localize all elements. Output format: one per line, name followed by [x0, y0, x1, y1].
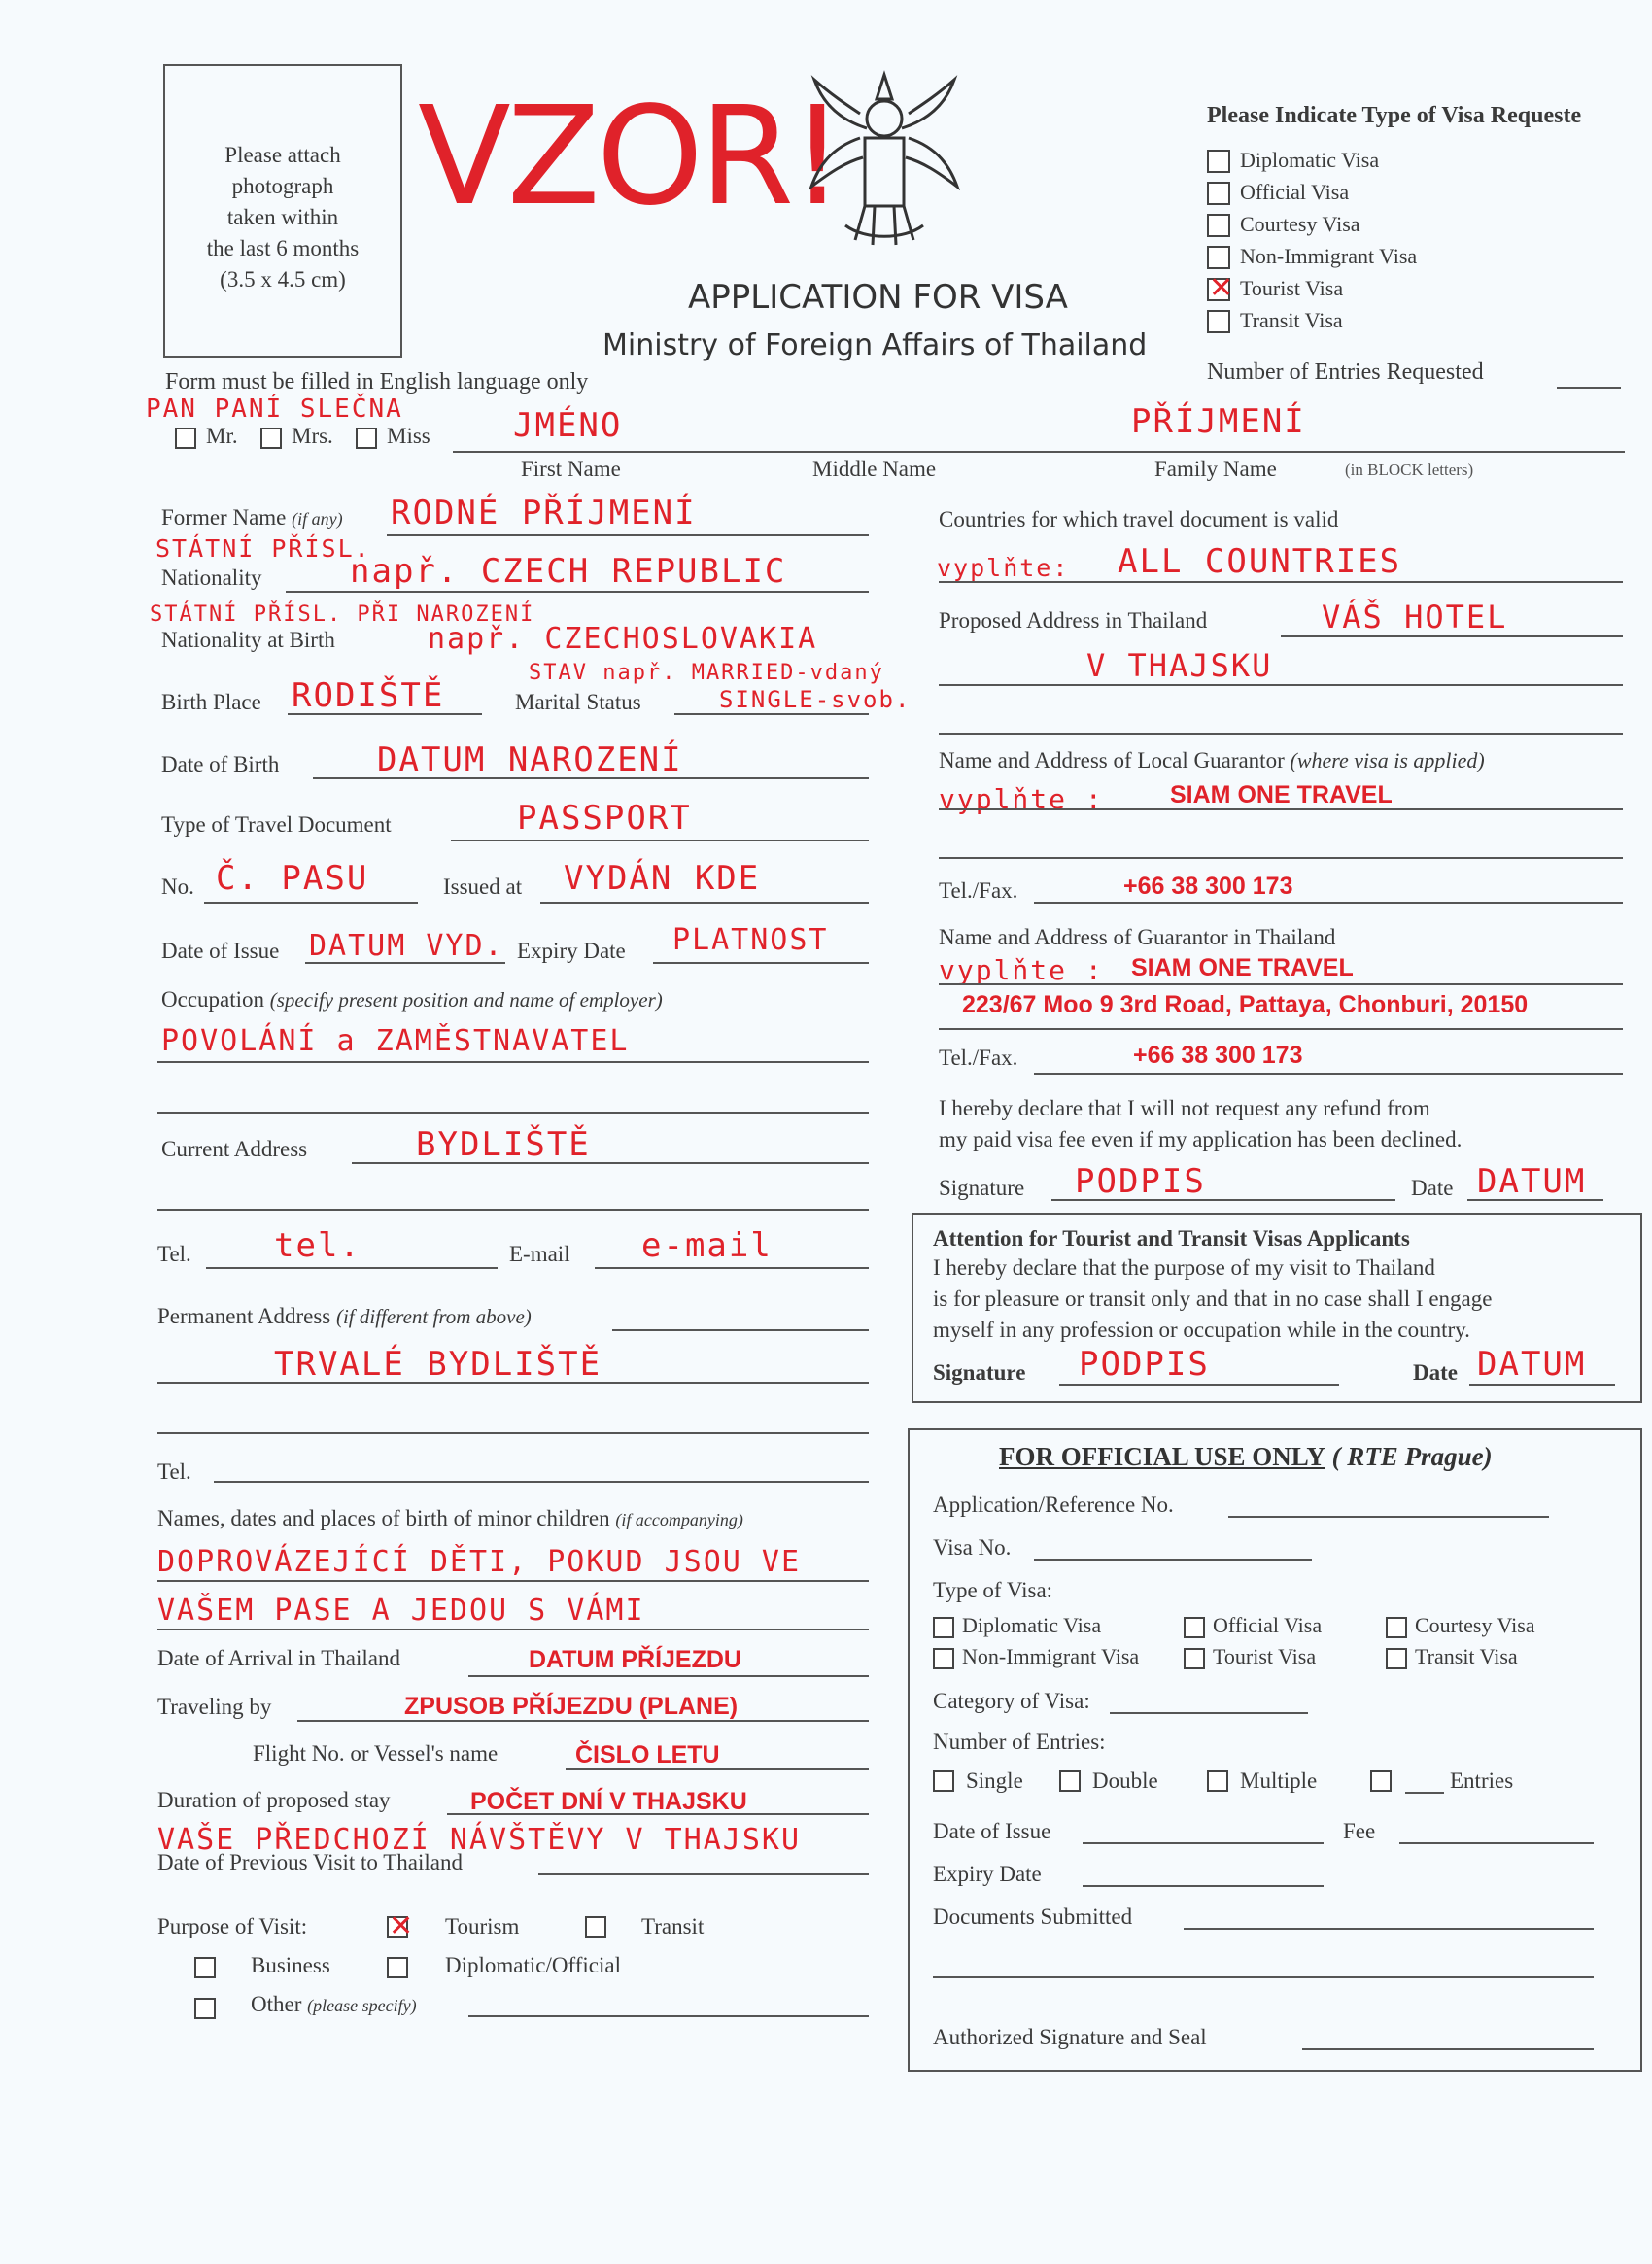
reference-no-label: Application/Reference No.: [933, 1492, 1174, 1517]
official-issue-line[interactable]: [1083, 1842, 1324, 1844]
children-line-1[interactable]: [157, 1580, 869, 1582]
former-name-value: RODNÉ PŘÍJMENÍ: [391, 494, 697, 532]
countries-note: vyplňte:: [937, 554, 1070, 582]
attention-line-2: is for pleasure or transit only and that in no case shall I engage: [933, 1286, 1493, 1311]
business-label: Business: [251, 1953, 330, 1977]
attention-date-label: Date: [1413, 1360, 1458, 1385]
local-guarantor-value: SIAM ONE TRAVEL: [1170, 781, 1393, 808]
photo-text-4: the last 6 months: [206, 236, 360, 260]
official-issue-label: Date of Issue: [933, 1819, 1051, 1843]
mrs-checkbox[interactable]: [260, 428, 282, 449]
flight-value: ČISLO LETU: [575, 1741, 720, 1768]
attention-date-line[interactable]: [1469, 1384, 1615, 1386]
local-guarantor-label: Name and Address of Local Guarantor (where visa is applied): [939, 748, 1485, 772]
duration-line[interactable]: [447, 1813, 869, 1815]
arrival-label: Date of Arrival in Thailand: [157, 1646, 400, 1670]
issue-date-line[interactable]: [305, 962, 505, 964]
official-heading: FOR OFFICIAL USE ONLY ( RTE Prague): [999, 1442, 1493, 1471]
official-entries-label: Multiple: [1240, 1768, 1318, 1793]
visa-type-label: Transit Visa: [1240, 308, 1343, 332]
tel2-label: Tel.: [157, 1459, 191, 1484]
attention-box: [912, 1213, 1642, 1403]
entries-custom-line[interactable]: [1405, 1792, 1444, 1794]
refund-declaration-1: I hereby declare that I will not request any refund from: [939, 1096, 1430, 1120]
children-line-2[interactable]: [157, 1629, 869, 1630]
address-label: Current Address: [161, 1137, 308, 1161]
marital-note: STAV např. MARRIED-vdaný: [529, 661, 884, 685]
perm-address-label: Permanent Address (if different from above): [157, 1304, 532, 1328]
expiry-label: Expiry Date: [517, 939, 626, 963]
guarantor-th-value-2: 223/67 Moo 9 3rd Road, Pattaya, Chonburi, 20150: [962, 991, 1529, 1018]
visa-type-checkbox[interactable]: [1207, 214, 1230, 237]
garuda-emblem-icon: [807, 60, 962, 255]
traveling-label: Traveling by: [157, 1695, 272, 1719]
prev-visit-line[interactable]: [538, 1873, 869, 1875]
prop-address-value-2: V THAJSKU: [1086, 647, 1273, 684]
attention-line-1: I hereby declare that the purpose of my visit to Thailand: [933, 1255, 1435, 1280]
visa-type-label: Non-Immigrant Visa: [1240, 244, 1418, 268]
category-line[interactable]: [1110, 1712, 1308, 1714]
local-guarantor-line-2[interactable]: [939, 857, 1623, 859]
photo-text-1: Please attach: [224, 143, 341, 167]
authorized-signature-line[interactable]: [1302, 2048, 1594, 2050]
category-label: Category of Visa:: [933, 1689, 1090, 1713]
date-line[interactable]: [1467, 1199, 1603, 1201]
doc-type-label: Type of Travel Document: [161, 812, 392, 837]
attention-signature-line[interactable]: [1059, 1384, 1339, 1386]
birth-place-value: RODIŠTĚ: [292, 676, 445, 715]
birth-place-line[interactable]: [288, 713, 482, 715]
visa-type-label: Official Visa: [1240, 180, 1350, 204]
attention-line-3: myself in any profession or occupation while in the country.: [933, 1318, 1470, 1342]
traveling-line[interactable]: [297, 1720, 869, 1722]
occupation-line-2[interactable]: [157, 1112, 869, 1114]
visa-type-label: Diplomatic Visa: [1240, 148, 1380, 172]
arrival-value: DATUM PŘÍJEZDU: [529, 1646, 741, 1673]
mrs-label: Mrs.: [292, 424, 333, 448]
official-type-checkbox[interactable]: [933, 1648, 954, 1669]
official-entries-label: Double: [1092, 1768, 1158, 1793]
photo-box: [163, 64, 402, 358]
guarantor-th-value-1: SIAM ONE TRAVEL: [1131, 954, 1354, 981]
issue-date-value: DATUM VYD.: [309, 929, 504, 963]
name-line[interactable]: [453, 451, 1625, 453]
guarantor-th-line-1[interactable]: [939, 983, 1623, 985]
purpose-label: Purpose of Visit:: [157, 1914, 308, 1938]
guarantor-tel-label: Tel./Fax.: [939, 1046, 1018, 1070]
issued-at-line[interactable]: [540, 902, 869, 904]
reference-no-line[interactable]: [1228, 1516, 1549, 1518]
countries-value: ALL COUNTRIES: [1118, 542, 1402, 581]
local-guarantor-line-1[interactable]: [939, 808, 1623, 810]
business-checkbox[interactable]: [194, 1957, 216, 1978]
official-type-label: Courtesy Visa: [1415, 1613, 1535, 1637]
prop-address-label: Proposed Address in Thailand: [939, 608, 1208, 633]
nationality-line[interactable]: [286, 591, 869, 593]
transit-label: Transit: [641, 1914, 705, 1938]
address-line-2[interactable]: [157, 1209, 869, 1211]
visa-type-checkbox[interactable]: ✕: [1209, 271, 1234, 305]
diplomatic-official-label: Diplomatic/Official: [445, 1953, 621, 1977]
date-value: DATUM: [1477, 1162, 1587, 1201]
tourism-label: Tourism: [445, 1914, 520, 1938]
nat-birth-value: např. CZECHOSLOVAKIA: [428, 622, 818, 656]
doc-type-value: PASSPORT: [517, 799, 692, 838]
official-entries-checkbox[interactable]: [933, 1770, 954, 1792]
authorized-signature-label: Authorized Signature and Seal: [933, 2025, 1207, 2049]
family-name-value: PŘÍJMENÍ: [1131, 402, 1306, 441]
mr-label: Mr.: [206, 424, 238, 448]
prop-address-line-1[interactable]: [1281, 635, 1623, 637]
official-entries-label: Single: [966, 1768, 1023, 1793]
other-label: Other (please specify): [251, 1992, 417, 2016]
address-line-1[interactable]: [352, 1162, 869, 1164]
vzor-stamp: VZOR!: [418, 78, 842, 236]
prop-address-line-3[interactable]: [939, 733, 1623, 735]
countries-line[interactable]: [939, 581, 1623, 583]
visa-type-checkbox[interactable]: [1207, 182, 1230, 205]
flight-label: Flight No. or Vessel's name: [253, 1741, 499, 1766]
guarantor-tel-line[interactable]: [1034, 1073, 1623, 1075]
children-label: Names, dates and places of birth of minor children (if accompanying): [157, 1506, 743, 1530]
local-tel-label: Tel./Fax.: [939, 878, 1018, 903]
expiry-value: PLATNOST: [672, 923, 829, 957]
visa-type-heading: Please Indicate Type of Visa Requeste: [1207, 103, 1582, 128]
visa-no-line[interactable]: [1034, 1559, 1312, 1561]
official-type-checkbox[interactable]: [1386, 1617, 1407, 1638]
traveling-value: ZPUSOB PŘÍJEZDU (PLANE): [404, 1693, 739, 1720]
family-name-label: Family Name: [1154, 457, 1277, 481]
perm-address-line-2[interactable]: [157, 1432, 869, 1434]
dob-line[interactable]: [313, 777, 869, 779]
official-expiry-line[interactable]: [1083, 1885, 1324, 1887]
official-expiry-label: Expiry Date: [933, 1862, 1042, 1886]
dob-value: DATUM NAROZENÍ: [377, 740, 683, 779]
tel-label: Tel.: [157, 1242, 191, 1266]
refund-declaration-2: my paid visa fee even if my application has been declined.: [939, 1127, 1463, 1151]
block-letters-note: (in BLOCK letters): [1345, 461, 1474, 479]
email-line[interactable]: [595, 1267, 869, 1269]
visa-type-checkbox[interactable]: [1207, 246, 1230, 269]
passport-no-line[interactable]: [204, 902, 418, 904]
tel-value: tel.: [274, 1226, 361, 1265]
local-tel-line[interactable]: [1034, 902, 1623, 904]
arrival-line[interactable]: [468, 1675, 869, 1677]
flight-line[interactable]: [566, 1768, 869, 1770]
diplomatic-official-checkbox[interactable]: [387, 1957, 408, 1978]
official-entries-checkbox[interactable]: [1059, 1770, 1081, 1792]
photo-text-3: taken within: [226, 205, 339, 229]
nationality-value: např. CZECH REPUBLIC: [350, 552, 787, 591]
visa-no-label: Visa No.: [933, 1535, 1012, 1560]
title-hw-note: PAN PANÍ SLEČNA: [146, 394, 403, 424]
signature-line[interactable]: [1051, 1199, 1395, 1201]
children-value-1: DOPROVÁZEJÍCÍ DĚTI, POKUD JSOU VE: [157, 1545, 802, 1579]
mr-checkbox[interactable]: [175, 428, 196, 449]
photo-text-5: (3.5 x 4.5 cm): [220, 267, 346, 292]
nat-birth-label: Nationality at Birth: [161, 628, 335, 652]
form-title: APPLICATION FOR VISA: [688, 278, 1068, 317]
visa-type-label: Tourist Visa: [1240, 276, 1344, 300]
first-name-label: First Name: [521, 457, 621, 481]
prev-visit-value: VAŠE PŘEDCHOZÍ NÁVŠTĚVY V THAJSKU: [157, 1823, 802, 1857]
marital-value: SINGLE-svob.: [719, 686, 912, 713]
nat-birth-note: STÁTNÍ PŘÍSL. PŘI NAROZENÍ: [150, 602, 535, 627]
official-type-checkbox[interactable]: [1184, 1617, 1205, 1638]
countries-label: Countries for which travel document is valid: [939, 507, 1339, 532]
other-checkbox[interactable]: [194, 1998, 216, 2019]
documents-label: Documents Submitted: [933, 1904, 1133, 1929]
tel-line[interactable]: [206, 1267, 498, 1269]
entries-requested-line[interactable]: [1557, 387, 1621, 389]
address-value: BYDLIŠTĚ: [416, 1125, 591, 1164]
visa-type-checkbox[interactable]: [1207, 150, 1230, 173]
guarantor-th-label: Name and Address of Guarantor in Thailand: [939, 925, 1336, 949]
attention-signature-label: Signature: [933, 1360, 1026, 1385]
entries-requested-label: Number of Entries Requested: [1207, 360, 1484, 385]
fee-label: Fee: [1343, 1819, 1376, 1843]
tourism-checkbox[interactable]: ✕: [389, 1909, 414, 1943]
attention-heading: Attention for Tourist and Transit Visas Applicants: [933, 1226, 1410, 1251]
tel2-line[interactable]: [214, 1481, 869, 1483]
occupation-line-1[interactable]: [157, 1061, 869, 1063]
first-name-value: JMÉNO: [513, 406, 623, 445]
official-entries-checkbox[interactable]: [1207, 1770, 1228, 1792]
expiry-line[interactable]: [653, 962, 869, 964]
issue-date-label: Date of Issue: [161, 939, 280, 963]
middle-name-label: Middle Name: [812, 457, 937, 481]
email-label: E-mail: [509, 1242, 570, 1266]
official-type-checkbox[interactable]: [1386, 1648, 1407, 1669]
documents-line-1[interactable]: [1184, 1928, 1594, 1930]
signature-label: Signature: [939, 1176, 1025, 1200]
nationality-note: STÁTNÍ PŘÍSL.: [155, 534, 371, 563]
prop-address-line-2[interactable]: [939, 684, 1623, 686]
duration-label: Duration of proposed stay: [157, 1788, 391, 1812]
prop-address-value-1: VÁŠ HOTEL: [1322, 599, 1508, 635]
doc-type-line[interactable]: [451, 840, 869, 841]
local-tel-value: +66 38 300 173: [1123, 873, 1293, 900]
children-value-2: VAŠEM PASE A JEDOU S VÁMI: [157, 1594, 645, 1628]
attention-signature-value: PODPIS: [1079, 1345, 1210, 1384]
official-type-label: Non-Immigrant Visa: [962, 1644, 1140, 1668]
perm-address-line-1[interactable]: [157, 1382, 869, 1384]
signature-value: PODPIS: [1075, 1162, 1206, 1201]
perm-address-value: TRVALÉ BYDLIŠTĚ: [274, 1345, 602, 1384]
duration-value: POČET DNÍ V THAJSKU: [470, 1788, 747, 1815]
official-type-label: Type of Visa:: [933, 1578, 1053, 1602]
entries-custom-label: Entries: [1450, 1768, 1514, 1793]
birth-place-label: Birth Place: [161, 690, 261, 714]
date-label: Date: [1411, 1176, 1454, 1200]
documents-line-2[interactable]: [933, 1976, 1594, 1978]
ministry-name: Ministry of Foreign Affairs of Thailand: [602, 328, 1148, 362]
official-type-label: Diplomatic Visa: [962, 1613, 1102, 1637]
visa-type-label: Courtesy Visa: [1240, 212, 1360, 236]
entries-label: Number of Entries:: [933, 1730, 1106, 1754]
miss-label: Miss: [387, 424, 430, 448]
prev-visit-label: Date of Previous Visit to Thailand: [157, 1850, 463, 1874]
official-use-box: [908, 1428, 1642, 2072]
passport-no-value: Č. PASU: [216, 859, 369, 898]
entries-custom-checkbox[interactable]: [1370, 1770, 1392, 1792]
issued-at-value: VYDÁN KDE: [564, 859, 761, 898]
guarantor-tel-value: +66 38 300 173: [1133, 1042, 1303, 1069]
occupation-label: Occupation (specify present position and name of employer): [161, 987, 663, 1012]
perm-address-line-0[interactable]: [612, 1329, 869, 1331]
former-name-label: Former Name (if any): [161, 505, 343, 530]
passport-no-label: No.: [161, 875, 194, 899]
official-type-label: Transit Visa: [1415, 1644, 1518, 1668]
dob-label: Date of Birth: [161, 752, 280, 776]
guarantor-th-line-2[interactable]: [939, 1028, 1623, 1030]
marital-label: Marital Status: [515, 690, 641, 714]
marital-line[interactable]: [674, 713, 869, 715]
issued-at-label: Issued at: [443, 875, 523, 899]
other-line[interactable]: [468, 2015, 869, 2017]
attention-date-value: DATUM: [1477, 1345, 1587, 1384]
former-name-line[interactable]: [387, 534, 869, 536]
transit-checkbox[interactable]: [585, 1916, 606, 1938]
occupation-value: POVOLÁNÍ a ZAMĚSTNAVATEL: [161, 1024, 630, 1058]
form-note: Form must be filled in English language only: [165, 369, 589, 394]
fee-line[interactable]: [1399, 1842, 1594, 1844]
guarantor-th-note: vyplňte :: [939, 954, 1104, 986]
local-guarantor-note: vyplňte :: [939, 783, 1104, 815]
official-type-label: Tourist Visa: [1213, 1644, 1317, 1668]
email-value: e-mail: [641, 1226, 773, 1265]
visa-type-checkbox[interactable]: [1207, 310, 1230, 333]
photo-text-2: photograph: [231, 174, 334, 198]
official-type-checkbox[interactable]: [1184, 1648, 1205, 1669]
official-type-checkbox[interactable]: [933, 1617, 954, 1638]
official-type-label: Official Visa: [1213, 1613, 1323, 1637]
nationality-label: Nationality: [161, 566, 262, 590]
miss-checkbox[interactable]: [356, 428, 377, 449]
